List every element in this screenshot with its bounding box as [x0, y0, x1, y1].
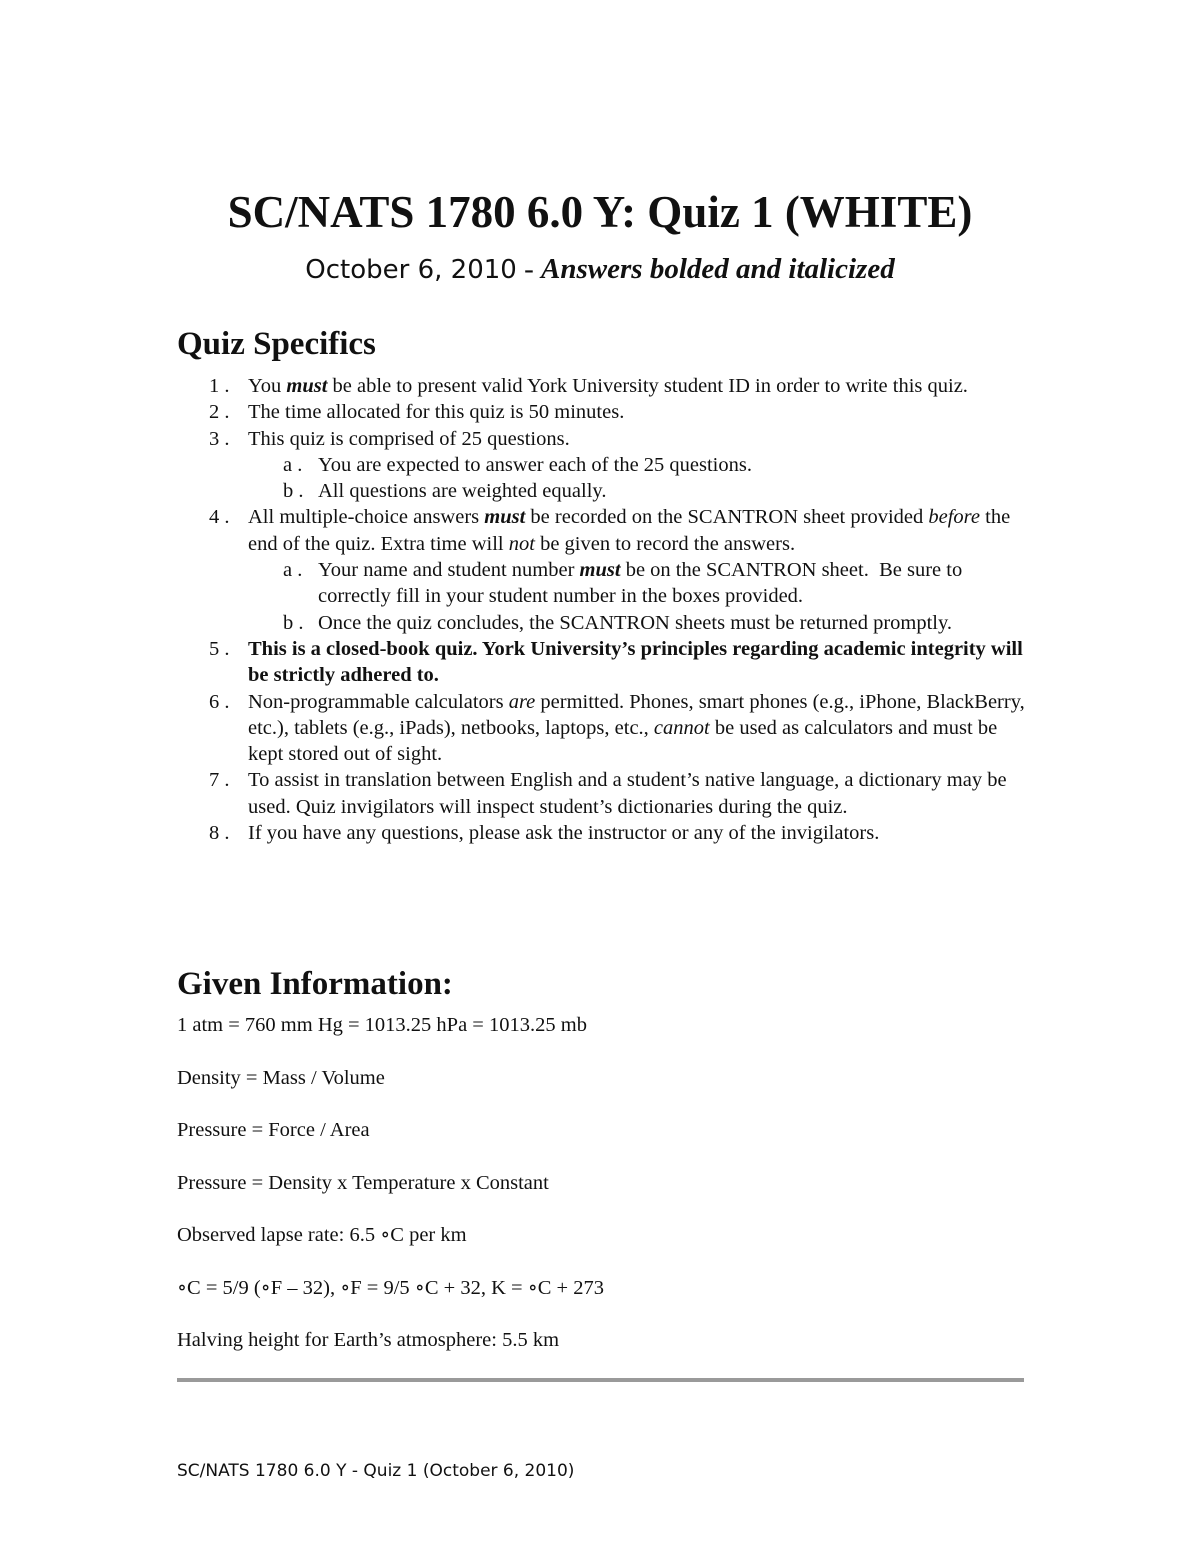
list-item-number: 6 .	[209, 690, 230, 713]
given-information-line: Halving height for Earth’s atmosphere: 5.5 km	[177, 1329, 560, 1351]
text-run: cannot	[653, 716, 710, 739]
text-run: This quiz is comprised of 25 questions.	[248, 427, 570, 450]
sub-list-item	[177, 478, 1037, 504]
sub-list-item-letter: a .	[283, 453, 303, 476]
text-run: You are expected to answer each of the 25 questions.	[318, 453, 752, 476]
sub-list-item-text	[318, 610, 1037, 636]
given-information-list	[177, 1012, 1037, 1380]
given-information-line: Density = Mass / Volume	[177, 1066, 385, 1089]
text-run: be recorded on the SCANTRON sheet provided	[525, 506, 929, 529]
list-item	[177, 767, 1037, 820]
text-run: must	[484, 506, 526, 529]
text-run: All questions are weighted equally.	[318, 480, 607, 503]
subtitle-separator: -	[516, 253, 542, 285]
text-run: must	[579, 559, 621, 582]
list-item-text	[248, 373, 1037, 399]
list-item	[177, 504, 1037, 557]
given-information-line: Pressure = Force / Area	[177, 1119, 370, 1141]
page-title: SC/NATS 1780 6.0 Y: Quiz 1 (WHITE)	[227, 187, 973, 237]
list-item-number: 1 .	[209, 375, 230, 397]
list-item	[177, 373, 1037, 399]
text-run: be on the SCANTRON sheet. Be sure to correctly fill in your student number in the boxes provided.	[318, 559, 968, 608]
list-item-number: 3 .	[209, 427, 230, 450]
sub-list-item-letter: a .	[283, 559, 303, 582]
list-item-text	[248, 504, 1037, 557]
text-run: must	[286, 375, 328, 397]
list-item	[177, 820, 1037, 846]
text-run: are	[508, 690, 536, 713]
text-run: All multiple-choice answers	[248, 506, 485, 529]
page-subtitle	[0, 250, 1200, 289]
list-item	[177, 399, 1037, 425]
sub-list-item-text	[318, 557, 1037, 610]
given-information-line: Pressure = Density x Temperature x Constant	[177, 1171, 549, 1194]
sub-list-item	[177, 610, 1037, 636]
quiz-specifics-list	[177, 373, 1037, 846]
text-run: If you have any questions, please ask the instructor or any of the invigilators.	[248, 822, 880, 845]
given-information-line: 1 atm = 760 mm Hg = 1013.25 hPa = 1013.25 mb	[177, 1014, 587, 1036]
text-run: be given to record the answers.	[534, 532, 796, 555]
given-information-line: ∘C = 5/9 (∘F – 32), ∘F = 9/5 ∘C + 32, K = ∘C + 273	[177, 1276, 604, 1299]
list-item-number: 2 .	[209, 401, 230, 424]
list-item-number: 8 .	[209, 822, 230, 845]
list-item-text	[248, 689, 1037, 768]
text-run: not	[508, 532, 535, 555]
list-item-text	[248, 767, 1037, 820]
quiz-specifics-heading: Quiz Specifics	[177, 326, 376, 362]
text-run: Once the quiz concludes, the SCANTRON sheets must be returned promptly.	[318, 611, 953, 634]
sub-list-item-letter: b .	[283, 480, 304, 503]
sub-list-item-letter: b .	[283, 611, 304, 634]
text-run: This is a closed-book quiz. York University’s principles regarding academic integrity will be strictly adhered to.	[248, 637, 1028, 687]
list-item-text	[248, 426, 1037, 452]
text-run: the end of the quiz. Extra time will	[248, 506, 1016, 555]
sub-list-item	[177, 452, 1037, 478]
list-item	[177, 426, 1037, 452]
quiz-date: October 6, 2010	[305, 255, 517, 285]
text-run: Non-programmable calculators	[248, 690, 509, 713]
sub-list-item-text	[318, 478, 1037, 504]
text-run: be able to present valid York University student ID in order to write this quiz.	[327, 375, 968, 397]
page-footer: SC/NATS 1780 6.0 Y - Quiz 1 (October 6, 2010)	[177, 1461, 575, 1481]
text-run: To assist in translation between English and a student’s native language, a dictionary may be used. Quiz invigilators will inspect student’s dictionaries during the quiz.	[248, 769, 1012, 818]
list-item-number: 5 .	[209, 637, 230, 660]
list-item	[177, 636, 1037, 689]
given-information-line: Observed lapse rate: 6.5 ∘C per km	[177, 1224, 467, 1246]
sub-list-item	[177, 557, 1037, 610]
list-item-text	[248, 820, 1037, 846]
text-run: before	[928, 506, 980, 529]
list-item-text	[248, 399, 1037, 425]
list-item-number: 4 .	[209, 506, 230, 529]
list-item	[177, 689, 1037, 768]
text-run: permitted. Phones, smart phones (e.g., iPhone, BlackBerry, etc.), tablets (e.g., iPads), netbooks, laptops, etc.,	[248, 690, 1030, 739]
text-run: Your name and student number	[318, 559, 580, 582]
horizontal-rule	[177, 1378, 1024, 1382]
given-information-heading: Given Information:	[177, 966, 453, 1002]
list-item-number: 7 .	[209, 769, 230, 792]
text-run: be used as calculators and must be kept stored out of sight.	[248, 716, 1003, 766]
sub-list-item-text	[318, 452, 1037, 478]
text-run: The time allocated for this quiz is 50 minutes.	[248, 401, 625, 424]
list-item-text	[248, 636, 1037, 689]
text-run: You	[248, 375, 287, 397]
answers-note: Answers bolded and italicized	[541, 253, 895, 285]
